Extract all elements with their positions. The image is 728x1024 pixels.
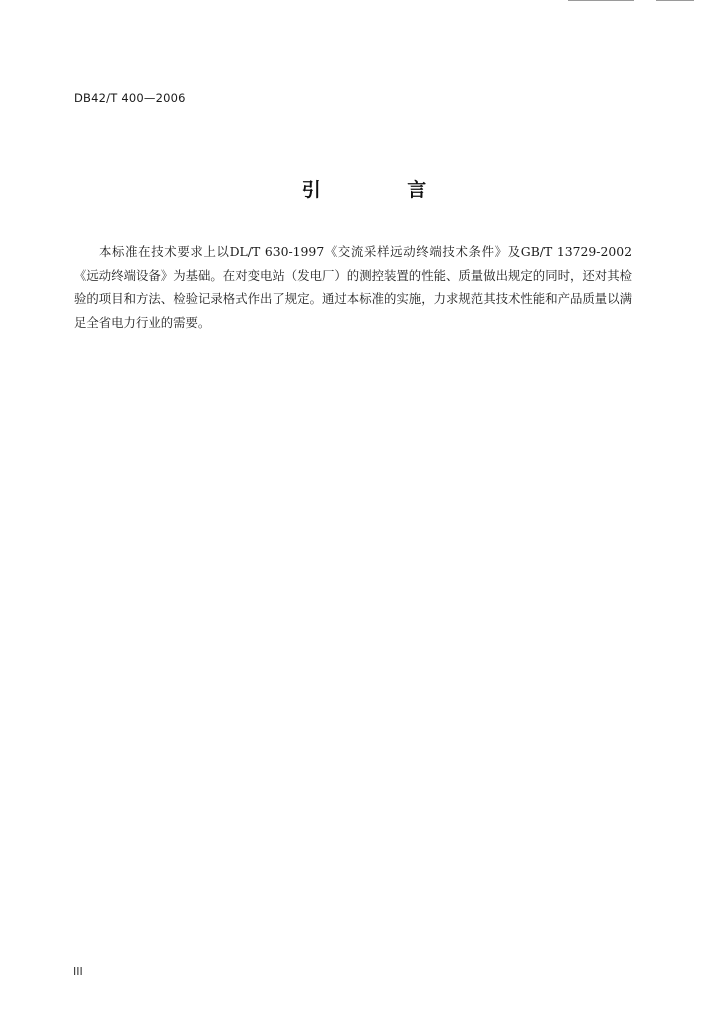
section-title: 引 言 xyxy=(301,179,467,201)
page-number: III xyxy=(73,965,83,978)
introduction-paragraph: 本标准在技术要求上以DL/T 630-1997《交流采样远动终端技术条件》及GB/T 13729-2002《远动终端设备》为基础。在对变电站（发电厂）的测控装置的性能、质量做出规定的同时，还对其检验的项目和方法、检验记录格式作出了规定。通过本标准的实施，力求规范其技术性能和产品质量以满足全省电力行业的需要。 xyxy=(74,244,632,330)
top-edge-line xyxy=(656,0,694,1)
top-edge-line xyxy=(568,0,634,1)
standard-code: DB42/T 400—2006 xyxy=(74,91,186,105)
